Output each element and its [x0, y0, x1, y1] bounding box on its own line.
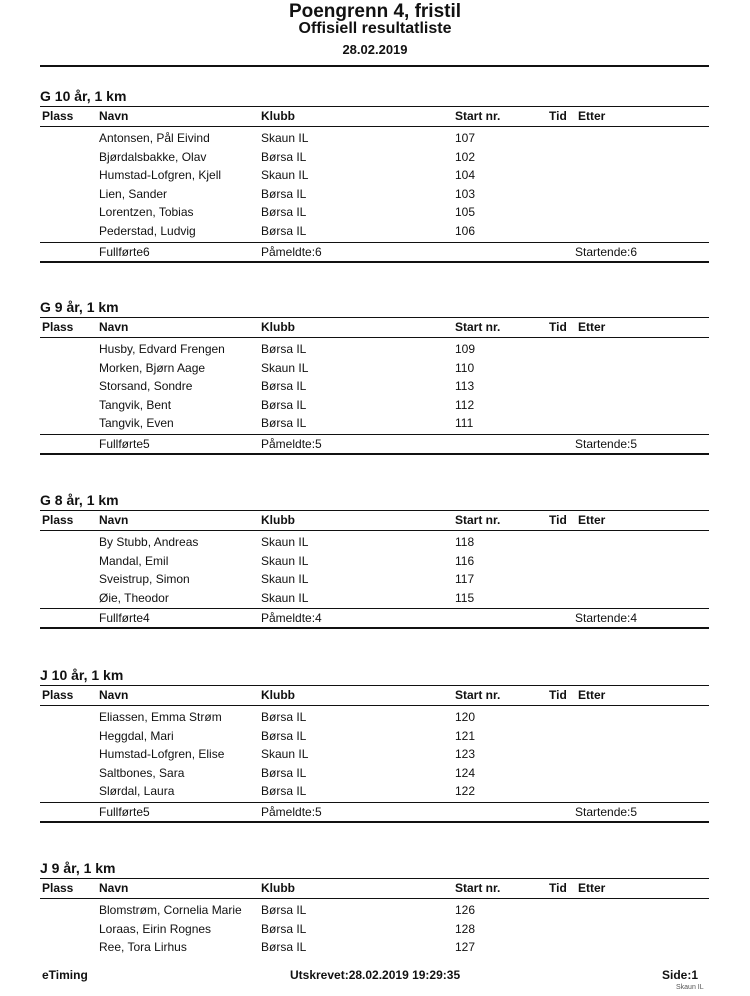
result-section	[40, 86, 709, 263]
cell-navn: Husby, Edvard Frengen	[99, 342, 225, 356]
result-section	[40, 297, 709, 455]
cell-klubb: Børsa IL	[261, 223, 307, 238]
summary-startende: Startende:5	[575, 436, 638, 451]
table-row	[40, 203, 709, 222]
cell-start-nr: 104	[455, 168, 476, 183]
column-header-etter: Etter	[578, 109, 606, 123]
column-header-navn: Navn	[99, 881, 129, 895]
result-rows	[40, 531, 709, 607]
column-header-tid: Tid	[549, 320, 567, 334]
table-row	[40, 359, 709, 378]
cell-klubb: Børsa IL	[261, 205, 307, 220]
table-row	[40, 340, 709, 359]
cell-start-nr: 124	[455, 765, 476, 780]
summary-pameldte: Påmeldte:5	[261, 804, 322, 819]
column-header-klubb: Klubb	[261, 320, 295, 334]
cell-start-nr: 118	[455, 535, 475, 549]
column-header-plass: Plass	[42, 513, 74, 527]
column-header-klubb: Klubb	[261, 513, 295, 527]
cell-navn: Ree, Tora Lirhus	[99, 940, 187, 955]
page-title: Poengrenn 4, fristil	[288, 1, 462, 22]
table-row	[40, 901, 709, 920]
cell-klubb: Børsa IL	[261, 149, 307, 164]
section-summary-row	[40, 802, 709, 823]
column-header-navn: Navn	[99, 688, 129, 702]
column-header-etter: Etter	[578, 513, 606, 527]
result-rows	[40, 899, 709, 957]
column-header-row	[40, 510, 709, 531]
section-summary-row	[40, 242, 709, 263]
table-row	[40, 570, 709, 589]
table-row	[40, 185, 709, 204]
table-row	[40, 166, 709, 185]
table-row	[40, 745, 709, 764]
cell-klubb: Børsa IL	[261, 903, 307, 917]
cell-start-nr: 128	[455, 921, 476, 936]
column-header-etter: Etter	[578, 688, 606, 702]
cell-klubb: Børsa IL	[261, 784, 307, 799]
column-header-klubb: Klubb	[261, 688, 295, 702]
section-title: G 8 år, 1 km	[40, 492, 119, 508]
cell-start-nr: 102	[455, 149, 476, 164]
cell-navn: Lorentzen, Tobias	[99, 205, 194, 220]
section-title: G 10 år, 1 km	[40, 88, 127, 104]
footer-page-number: Side:1	[662, 968, 699, 982]
cell-klubb: Børsa IL	[261, 397, 307, 412]
cell-navn: Saltbones, Sara	[99, 765, 185, 780]
cell-klubb: Børsa IL	[261, 342, 307, 356]
column-header-start: Start nr.	[455, 513, 501, 527]
footer-printed-timestamp: Utskrevet:28.02.2019 19:29:35	[290, 968, 461, 982]
cell-start-nr: 106	[455, 223, 476, 238]
section-title: G 9 år, 1 km	[40, 299, 119, 315]
column-header-plass: Plass	[42, 688, 74, 702]
table-row	[40, 148, 709, 167]
cell-klubb: Børsa IL	[261, 921, 307, 936]
cell-start-nr: 123	[455, 747, 476, 762]
column-header-tid: Tid	[549, 109, 567, 123]
cell-navn: Lien, Sander	[99, 186, 168, 201]
table-row	[40, 708, 709, 727]
summary-pameldte: Påmeldte:4	[261, 611, 322, 626]
table-row	[40, 414, 709, 433]
cell-klubb: Skaun IL	[261, 168, 309, 183]
footer-club-note: Skaun IL	[676, 984, 704, 991]
cell-navn: Bjørdalsbakke, Olav	[99, 149, 207, 164]
table-row	[40, 589, 709, 608]
table-row	[40, 920, 709, 939]
column-header-plass: Plass	[42, 881, 74, 895]
footer-app-name: eTiming	[42, 968, 88, 982]
cell-klubb: Skaun IL	[261, 360, 309, 375]
table-row	[40, 377, 709, 396]
header-divider	[40, 65, 709, 67]
table-row	[40, 129, 709, 148]
summary-fullforte: Fullførte5	[99, 804, 150, 819]
cell-start-nr: 127	[455, 940, 476, 955]
column-header-row	[40, 106, 709, 127]
cell-start-nr: 126	[455, 903, 476, 917]
column-header-navn: Navn	[99, 513, 129, 527]
column-header-tid: Tid	[549, 513, 567, 527]
cell-start-nr: 113	[455, 379, 475, 394]
cell-klubb: Skaun IL	[261, 553, 309, 568]
table-row	[40, 222, 709, 241]
cell-start-nr: 105	[455, 205, 476, 220]
column-header-etter: Etter	[578, 881, 606, 895]
cell-start-nr: 103	[455, 186, 476, 201]
cell-navn: Tangvik, Bent	[99, 397, 172, 412]
cell-navn: Humstad-Lofgren, Kjell	[99, 168, 222, 183]
cell-start-nr: 112	[455, 397, 475, 412]
table-row	[40, 396, 709, 415]
cell-navn: Slørdal, Laura	[99, 784, 175, 799]
cell-navn: Pederstad, Ludvig	[99, 223, 196, 238]
cell-klubb: Børsa IL	[261, 710, 307, 724]
cell-start-nr: 120	[455, 710, 476, 724]
summary-startende: Startende:5	[575, 804, 638, 819]
cell-klubb: Skaun IL	[261, 747, 309, 762]
table-row	[40, 938, 709, 957]
cell-start-nr: 111	[455, 416, 474, 431]
column-header-etter: Etter	[578, 320, 606, 334]
column-header-start: Start nr.	[455, 320, 501, 334]
result-rows	[40, 127, 709, 241]
cell-start-nr: 121	[455, 728, 476, 743]
cell-navn: Mandal, Emil	[99, 553, 169, 568]
summary-fullforte: Fullførte6	[99, 244, 150, 259]
column-header-navn: Navn	[99, 109, 129, 123]
cell-navn: Loraas, Eirin Rognes	[99, 921, 212, 936]
column-header-klubb: Klubb	[261, 109, 295, 123]
column-header-start: Start nr.	[455, 109, 501, 123]
cell-navn: Sveistrup, Simon	[99, 572, 190, 587]
cell-klubb: Skaun IL	[261, 131, 309, 145]
column-header-tid: Tid	[549, 688, 567, 702]
document-header	[0, 0, 750, 57]
cell-navn: Humstad-Lofgren, Elise	[99, 747, 225, 762]
column-header-row	[40, 685, 709, 706]
cell-navn: Blomstrøm, Cornelia Marie	[99, 903, 242, 917]
column-header-tid: Tid	[549, 881, 567, 895]
cell-klubb: Børsa IL	[261, 940, 307, 955]
cell-start-nr: 116	[455, 553, 475, 568]
cell-start-nr: 107	[455, 131, 476, 145]
column-header-plass: Plass	[42, 320, 74, 334]
cell-klubb: Skaun IL	[261, 572, 309, 587]
cell-navn: Øie, Theodor	[99, 590, 169, 605]
table-row	[40, 727, 709, 746]
cell-klubb: Skaun IL	[261, 535, 309, 549]
summary-pameldte: Påmeldte:5	[261, 436, 322, 451]
cell-klubb: Skaun IL	[261, 590, 309, 605]
column-header-start: Start nr.	[455, 881, 501, 895]
cell-start-nr: 110	[455, 360, 475, 375]
cell-navn: Heggdal, Mari	[99, 728, 174, 743]
summary-pameldte: Påmeldte:6	[261, 244, 322, 259]
result-section	[40, 490, 709, 629]
section-title: J 9 år, 1 km	[40, 860, 116, 876]
table-row	[40, 782, 709, 801]
page-subtitle: Offisiell resultatliste	[298, 20, 452, 37]
cell-navn: By Stubb, Andreas	[99, 535, 199, 549]
cell-navn: Storsand, Sondre	[99, 379, 193, 394]
column-header-plass: Plass	[42, 109, 74, 123]
cell-navn: Antonsen, Pål Eivind	[99, 131, 210, 145]
summary-fullforte: Fullførte5	[99, 436, 150, 451]
cell-navn: Tangvik, Even	[99, 416, 174, 431]
column-header-row	[40, 317, 709, 338]
section-summary-row	[40, 434, 709, 455]
column-header-row	[40, 878, 709, 899]
cell-klubb: Børsa IL	[261, 416, 307, 431]
column-header-start: Start nr.	[455, 688, 501, 702]
cell-klubb: Børsa IL	[261, 379, 307, 394]
column-header-klubb: Klubb	[261, 881, 295, 895]
result-section	[40, 858, 709, 957]
section-title: J 10 år, 1 km	[40, 667, 124, 683]
summary-fullforte: Fullførte4	[99, 611, 150, 626]
cell-start-nr: 109	[455, 342, 476, 356]
cell-navn: Eliassen, Emma Strøm	[99, 710, 222, 724]
cell-start-nr: 115	[455, 590, 475, 605]
result-rows	[40, 338, 709, 433]
cell-start-nr: 122	[455, 784, 476, 799]
table-row	[40, 552, 709, 571]
table-row	[40, 533, 709, 552]
cell-klubb: Børsa IL	[261, 728, 307, 743]
page-date: 28.02.2019	[342, 42, 408, 57]
cell-klubb: Børsa IL	[261, 765, 307, 780]
cell-klubb: Børsa IL	[261, 186, 307, 201]
cell-navn: Morken, Bjørn Aage	[99, 360, 206, 375]
summary-startende: Startende:6	[575, 244, 638, 259]
table-row	[40, 764, 709, 783]
column-header-navn: Navn	[99, 320, 129, 334]
result-section	[40, 665, 709, 823]
result-rows	[40, 706, 709, 801]
section-summary-row	[40, 608, 709, 629]
cell-start-nr: 117	[455, 572, 475, 587]
summary-startende: Startende:4	[575, 611, 638, 626]
